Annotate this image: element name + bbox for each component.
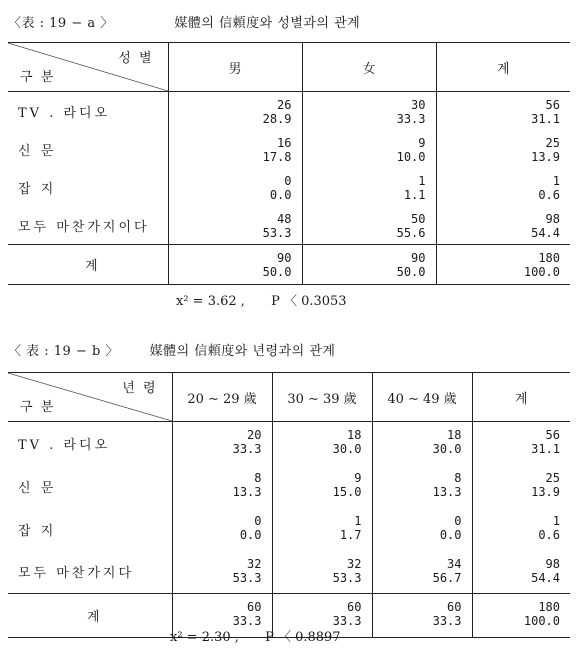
- cell-count: 60: [247, 600, 262, 614]
- table-a-chi-square: x² = 3.62 ,: [176, 294, 245, 309]
- row-label: 모두 마찬가지다: [18, 566, 135, 582]
- total-cell: [436, 245, 570, 285]
- table-a-col-header: 女: [302, 43, 436, 92]
- table-cell: [372, 465, 472, 508]
- table-b: [8, 372, 570, 638]
- table-b-col-header: 40 ∼ 49 歲: [372, 373, 472, 422]
- table-a-title: 媒體의 信頼度와 성별과의 관계: [174, 16, 361, 31]
- table-b-corner-top: 년 령: [122, 381, 158, 396]
- cell-percent: 33.3: [332, 614, 362, 628]
- cell-count: 60: [447, 600, 462, 614]
- table-row: [8, 422, 570, 465]
- table-cell: [372, 422, 472, 465]
- cell-percent: 1.7: [339, 527, 362, 542]
- table-a-label: 〈表 : 19 − a 〉: [8, 16, 114, 31]
- cell-percent: 13.3: [432, 484, 462, 499]
- cell-percent: 13.9: [531, 150, 560, 164]
- table-cell: [436, 92, 570, 131]
- table-total-row: [8, 245, 570, 285]
- table-row: [8, 168, 570, 206]
- table-cell: [436, 206, 570, 245]
- row-label: 신 문: [18, 143, 57, 159]
- table-cell: [302, 130, 436, 168]
- cell-percent: 55.6: [396, 226, 426, 240]
- table-a-header-row: [8, 43, 570, 92]
- table-b-chi-square: x² = 2.30 ,: [170, 630, 239, 645]
- table-b-p-value: P 〈 0.8897: [265, 630, 341, 645]
- table-b-col-header: 20 ∼ 29 歲: [172, 373, 272, 422]
- table-cell: [168, 168, 302, 206]
- table-b-body: [8, 422, 570, 638]
- total-cell: [168, 245, 302, 285]
- cell-count: 34: [447, 556, 462, 571]
- table-a-statistic: [176, 290, 347, 309]
- cell-percent: 54.4: [531, 226, 560, 240]
- row-label: TV . 라디오: [18, 105, 111, 121]
- cell-count: 0: [454, 513, 462, 528]
- table-row: [8, 465, 570, 508]
- cell-count: 180: [538, 600, 560, 614]
- table-a-caption: [8, 12, 360, 31]
- table-row: [8, 508, 570, 551]
- table-a: [8, 42, 570, 285]
- cell-percent: 0.0: [439, 527, 462, 542]
- total-cell: [302, 245, 436, 285]
- cell-percent: 0.0: [239, 527, 262, 542]
- row-label: 신 문: [18, 480, 57, 496]
- table-cell: [436, 168, 570, 206]
- cell-percent: 0.0: [269, 188, 292, 202]
- table-b-corner-bottom: 구 분: [20, 400, 56, 415]
- table-cell: [272, 465, 372, 508]
- table-cell: [172, 551, 272, 594]
- cell-percent: 53.3: [232, 570, 262, 585]
- cell-percent: 100.0: [523, 265, 560, 279]
- table-cell: [302, 92, 436, 131]
- table-cell: [472, 551, 570, 594]
- cell-percent: 33.3: [232, 614, 262, 628]
- row-label: 잡 지: [18, 523, 57, 539]
- row-label: 잡 지: [18, 181, 57, 197]
- table-cell: [472, 508, 570, 551]
- table-cell: [172, 422, 272, 465]
- cell-count: 0: [254, 513, 262, 528]
- row-label: 모두 마찬가지이다: [18, 219, 150, 235]
- table-a-p-value: P 〈 0.3053: [271, 294, 347, 309]
- table-row: [8, 92, 570, 131]
- cell-count: 8: [254, 470, 262, 485]
- cell-percent: 30.0: [332, 442, 362, 456]
- cell-count: 56: [545, 98, 560, 112]
- table-cell: [172, 508, 272, 551]
- cell-count: 0: [284, 174, 292, 188]
- cell-count: 18: [447, 428, 462, 442]
- cell-count: 1: [418, 174, 426, 188]
- table-row: [8, 130, 570, 168]
- cell-count: 60: [347, 600, 362, 614]
- table-a-body: [8, 92, 570, 285]
- table-cell: [302, 206, 436, 245]
- cell-percent: 50.0: [396, 265, 426, 279]
- cell-percent: 56.7: [432, 570, 462, 585]
- cell-percent: 0.6: [538, 527, 560, 542]
- table-cell: [436, 130, 570, 168]
- cell-percent: 0.6: [538, 188, 560, 202]
- cell-percent: 30.0: [432, 442, 462, 456]
- cell-count: 25: [545, 470, 560, 485]
- table-a-corner-top: 성 별: [118, 51, 154, 66]
- table-b-label: 〈 表 : 19 − b 〉: [8, 344, 119, 359]
- table-row: [8, 551, 570, 594]
- table-a-col-header: 계: [436, 43, 570, 92]
- cell-count: 98: [545, 556, 560, 571]
- cell-count: 56: [545, 428, 560, 442]
- cell-percent: 53.3: [332, 570, 362, 585]
- cell-percent: 28.9: [262, 112, 292, 126]
- cell-count: 16: [277, 136, 292, 150]
- total-cell: [472, 594, 570, 638]
- total-label: 계: [8, 245, 168, 285]
- cell-count: 26: [277, 98, 292, 112]
- cell-count: 25: [545, 136, 560, 150]
- cell-percent: 1.1: [403, 188, 426, 202]
- cell-percent: 13.3: [232, 484, 262, 499]
- cell-percent: 10.0: [396, 150, 426, 164]
- cell-count: 9: [354, 470, 362, 485]
- table-b-statistic: [170, 626, 341, 645]
- table-cell: [302, 168, 436, 206]
- table-cell: [472, 422, 570, 465]
- cell-count: 30: [411, 98, 426, 112]
- table-a-col-header: 男: [168, 43, 302, 92]
- table-row: [8, 206, 570, 245]
- cell-count: 32: [347, 556, 362, 571]
- table-cell: [172, 465, 272, 508]
- cell-count: 8: [454, 470, 462, 485]
- total-label: 계: [8, 594, 172, 638]
- cell-count: 90: [277, 251, 292, 265]
- cell-count: 98: [545, 212, 560, 226]
- cell-percent: 53.3: [262, 226, 292, 240]
- cell-percent: 13.9: [531, 484, 560, 499]
- table-b-col-header: 계: [472, 373, 570, 422]
- cell-percent: 33.3: [396, 112, 426, 126]
- table-a-corner-bottom: 구 분: [20, 70, 56, 85]
- cell-percent: 33.3: [232, 442, 262, 456]
- row-label: TV . 라디오: [18, 437, 111, 453]
- cell-percent: 100.0: [523, 614, 560, 628]
- cell-count: 1: [552, 513, 560, 528]
- cell-percent: 33.3: [432, 614, 462, 628]
- total-cell: [372, 594, 472, 638]
- cell-count: 32: [247, 556, 262, 571]
- cell-count: 90: [411, 251, 426, 265]
- table-cell: [372, 508, 472, 551]
- table-b-col-header: 30 ∼ 39 歲: [272, 373, 372, 422]
- table-b-corner: [8, 373, 172, 422]
- table-cell: [272, 422, 372, 465]
- table-cell: [372, 551, 472, 594]
- cell-percent: 31.1: [531, 112, 560, 126]
- table-cell: [168, 130, 302, 168]
- cell-count: 180: [538, 251, 560, 265]
- table-cell: [272, 508, 372, 551]
- table-b-header-row: [8, 373, 570, 422]
- cell-percent: 31.1: [531, 442, 560, 456]
- table-cell: [272, 551, 372, 594]
- cell-percent: 15.0: [332, 484, 362, 499]
- table-cell: [472, 465, 570, 508]
- cell-count: 18: [347, 428, 362, 442]
- table-cell: [168, 92, 302, 131]
- cell-count: 9: [418, 136, 426, 150]
- cell-count: 1: [354, 513, 362, 528]
- cell-count: 48: [277, 212, 292, 226]
- cell-count: 1: [552, 174, 560, 188]
- table-cell: [168, 206, 302, 245]
- cell-percent: 50.0: [262, 265, 292, 279]
- cell-count: 50: [411, 212, 426, 226]
- table-a-corner: [8, 43, 168, 92]
- cell-percent: 54.4: [531, 570, 560, 585]
- cell-count: 20: [247, 428, 262, 442]
- cell-percent: 17.8: [262, 150, 292, 164]
- table-b-title: 媒體의 信頼度와 년령과의 관계: [149, 344, 336, 359]
- table-b-caption: [8, 340, 335, 359]
